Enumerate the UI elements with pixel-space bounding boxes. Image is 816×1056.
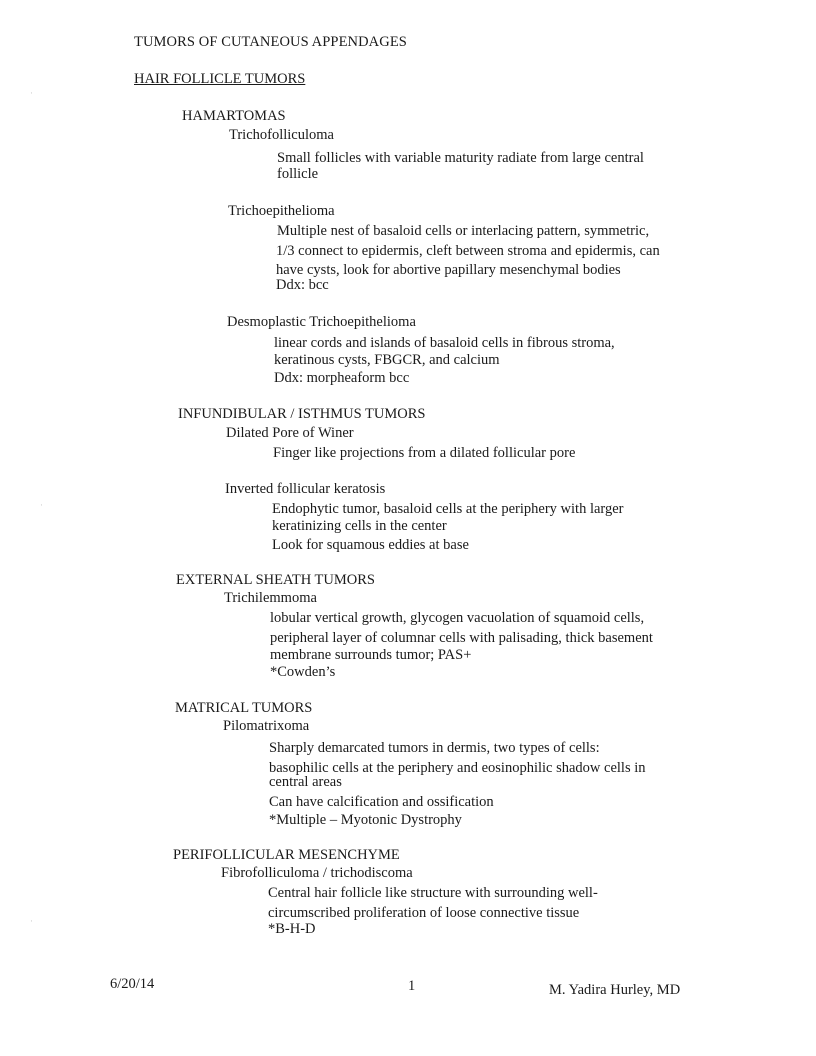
item-name-pilomatrixoma: Pilomatrixoma: [223, 718, 310, 734]
category-heading-hamartomas: HAMARTOMAS: [182, 108, 286, 124]
item-name-trichilemmoma: Trichilemmoma: [224, 590, 317, 606]
scan-speck: ·: [30, 916, 33, 926]
item-name-inverted-follicular-keratosis: Inverted follicular keratosis: [225, 481, 386, 497]
footer-author: M. Yadira Hurley, MD: [549, 982, 681, 998]
footer-page-number: 1: [408, 978, 416, 994]
category-heading-external-sheath: EXTERNAL SHEATH TUMORS: [176, 572, 375, 588]
item-description-line: Endophytic tumor, basaloid cells at the periphery with larger: [272, 501, 624, 517]
item-description-line: peripheral layer of columnar cells with palisading, thick basement: [270, 630, 653, 646]
scan-speck: ·: [40, 500, 43, 510]
item-description-line: central areas: [269, 774, 342, 790]
item-description-line: follicle: [277, 166, 319, 182]
document-title: TUMORS OF CUTANEOUS APPENDAGES: [134, 34, 407, 50]
item-description-line: Ddx: bcc: [276, 277, 329, 293]
category-heading-perifollicular-mesenchyme: PERIFOLLICULAR MESENCHYME: [173, 847, 400, 863]
item-description-line: *Multiple – Myotonic Dystrophy: [269, 812, 462, 828]
category-heading-infundibular-isthmus: INFUNDIBULAR / ISTHMUS TUMORS: [178, 406, 426, 422]
item-description-line: linear cords and islands of basaloid cells in fibrous stroma,: [274, 335, 615, 351]
item-description-line: keratinous cysts, FBGCR, and calcium: [274, 352, 500, 368]
item-name-dilated-pore-of-winer: Dilated Pore of Winer: [226, 425, 354, 441]
item-name-trichofolliculoma: Trichofolliculoma: [229, 127, 334, 143]
scan-speck: ·: [30, 88, 33, 98]
item-description-line: circumscribed proliferation of loose connective tissue: [268, 905, 580, 921]
item-description-line: Can have calcification and ossification: [269, 794, 494, 810]
item-description-line: Finger like projections from a dilated follicular pore: [273, 445, 576, 461]
item-description-line: membrane surrounds tumor; PAS+: [270, 647, 472, 663]
item-description-line: Sharply demarcated tumors in dermis, two types of cells:: [269, 740, 600, 756]
item-name-trichoepithelioma: Trichoepithelioma: [228, 203, 335, 219]
footer-date: 6/20/14: [110, 976, 155, 992]
item-name-fibrofolliculoma-trichodiscoma: Fibrofolliculoma / trichodiscoma: [221, 865, 413, 881]
item-description-line: basophilic cells at the periphery and eosinophilic shadow cells in: [269, 760, 646, 776]
section-heading: HAIR FOLLICLE TUMORS: [134, 71, 306, 87]
item-description-line: Multiple nest of basaloid cells or interlacing pattern, symmetric,: [277, 223, 650, 239]
item-description-line: Look for squamous eddies at base: [272, 537, 469, 553]
item-description-line: Ddx: morpheaform bcc: [274, 370, 410, 386]
item-description-line: have cysts, look for abortive papillary mesenchymal bodies: [276, 262, 621, 278]
item-description-line: *B-H-D: [268, 921, 316, 937]
item-description-line: *Cowden’s: [270, 664, 336, 680]
category-heading-matrical: MATRICAL TUMORS: [175, 700, 313, 716]
item-name-desmoplastic-trichoepithelioma: Desmoplastic Trichoepithelioma: [227, 314, 416, 330]
item-description-line: 1/3 connect to epidermis, cleft between stroma and epidermis, can: [276, 243, 660, 259]
item-description-line: Central hair follicle like structure with surrounding well-: [268, 885, 598, 901]
item-description-line: Small follicles with variable maturity radiate from large central: [277, 150, 644, 166]
item-description-line: keratinizing cells in the center: [272, 518, 447, 534]
item-description-line: lobular vertical growth, glycogen vacuolation of squamoid cells,: [270, 610, 645, 626]
